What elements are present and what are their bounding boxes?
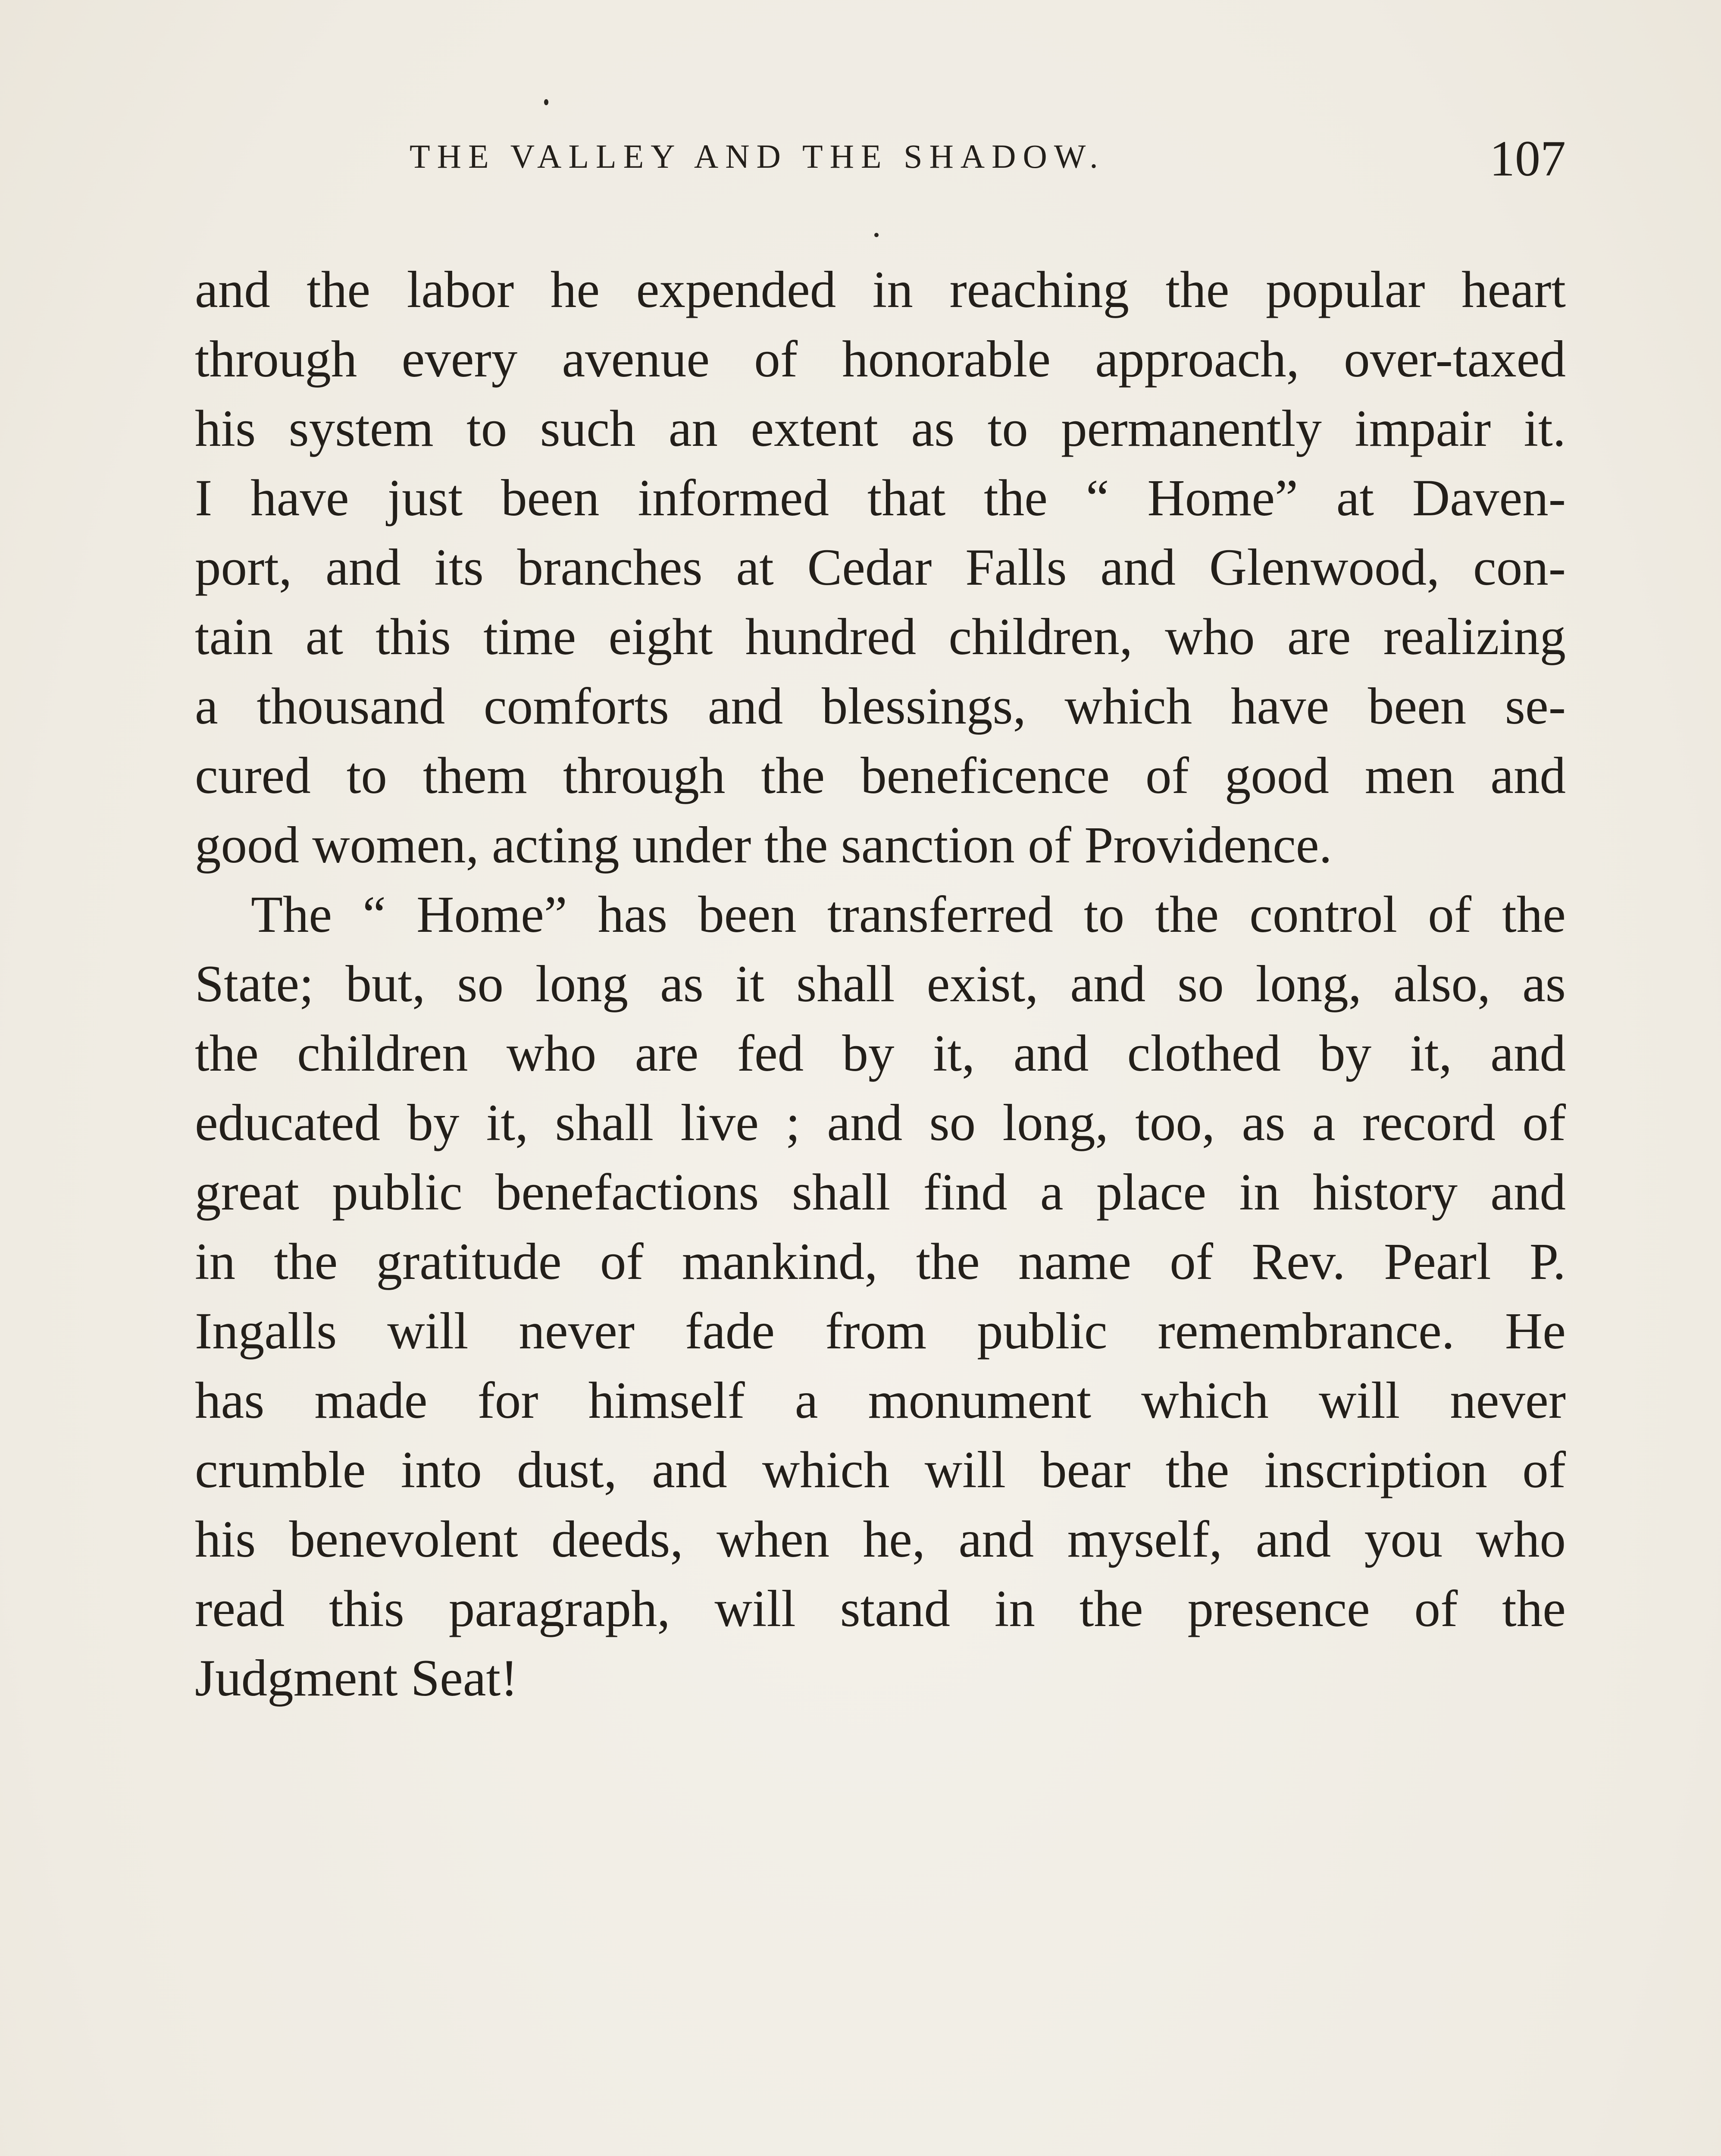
text-line: educated by it, shall live ; and so long, too, as a record of xyxy=(195,1094,1566,1152)
text-line: his benevolent deeds, when he, and myself, and you who xyxy=(195,1510,1566,1568)
text-line: great public benefactions shall find a place in history and xyxy=(195,1163,1566,1221)
paragraph-1 xyxy=(195,255,1566,880)
running-header: THE VALLEY AND THE SHADOW. xyxy=(410,138,1105,175)
text-line: the children who are fed by it, and clothed by it, and xyxy=(195,1025,1566,1082)
print-speck xyxy=(544,99,548,105)
text-line: Judgment Seat! xyxy=(195,1649,518,1707)
text-line: read this paragraph, will stand in the presence of the xyxy=(195,1580,1566,1638)
page-body xyxy=(195,255,1566,1713)
text-line: his system to such an extent as to permanently impair it. xyxy=(195,400,1566,458)
text-line: and the labor he expended in reaching the popular heart xyxy=(195,261,1566,319)
page-number: 107 xyxy=(1489,130,1566,187)
text-line: a thousand comforts and blessings, which have been se- xyxy=(195,677,1566,735)
text-line: I have just been informed that the “ Home” at Daven- xyxy=(195,469,1566,527)
print-speck xyxy=(874,233,879,237)
text-line: cured to them through the beneficence of good men and xyxy=(195,747,1566,805)
text-line: in the gratitude of mankind, the name of Rev. Pearl P. xyxy=(195,1233,1566,1291)
text-line: State; but, so long as it shall exist, and so long, also, as xyxy=(195,955,1566,1013)
text-line: good women, acting under the sanction of Providence. xyxy=(195,816,1332,874)
text-line: through every avenue of honorable approach, over-taxed xyxy=(195,330,1566,388)
paragraph-2 xyxy=(195,880,1566,1713)
text-line: Ingalls will never fade from public remembrance. He xyxy=(195,1302,1566,1360)
text-line: tain at this time eight hundred children, who are realizing xyxy=(195,608,1566,666)
text-line: crumble into dust, and which will bear the inscription of xyxy=(195,1441,1566,1499)
text-line: port, and its branches at Cedar Falls and Glenwood, con- xyxy=(195,539,1566,596)
text-line: The “ Home” has been transferred to the control of the xyxy=(251,886,1566,943)
text-line: has made for himself a monument which will never xyxy=(195,1372,1566,1429)
